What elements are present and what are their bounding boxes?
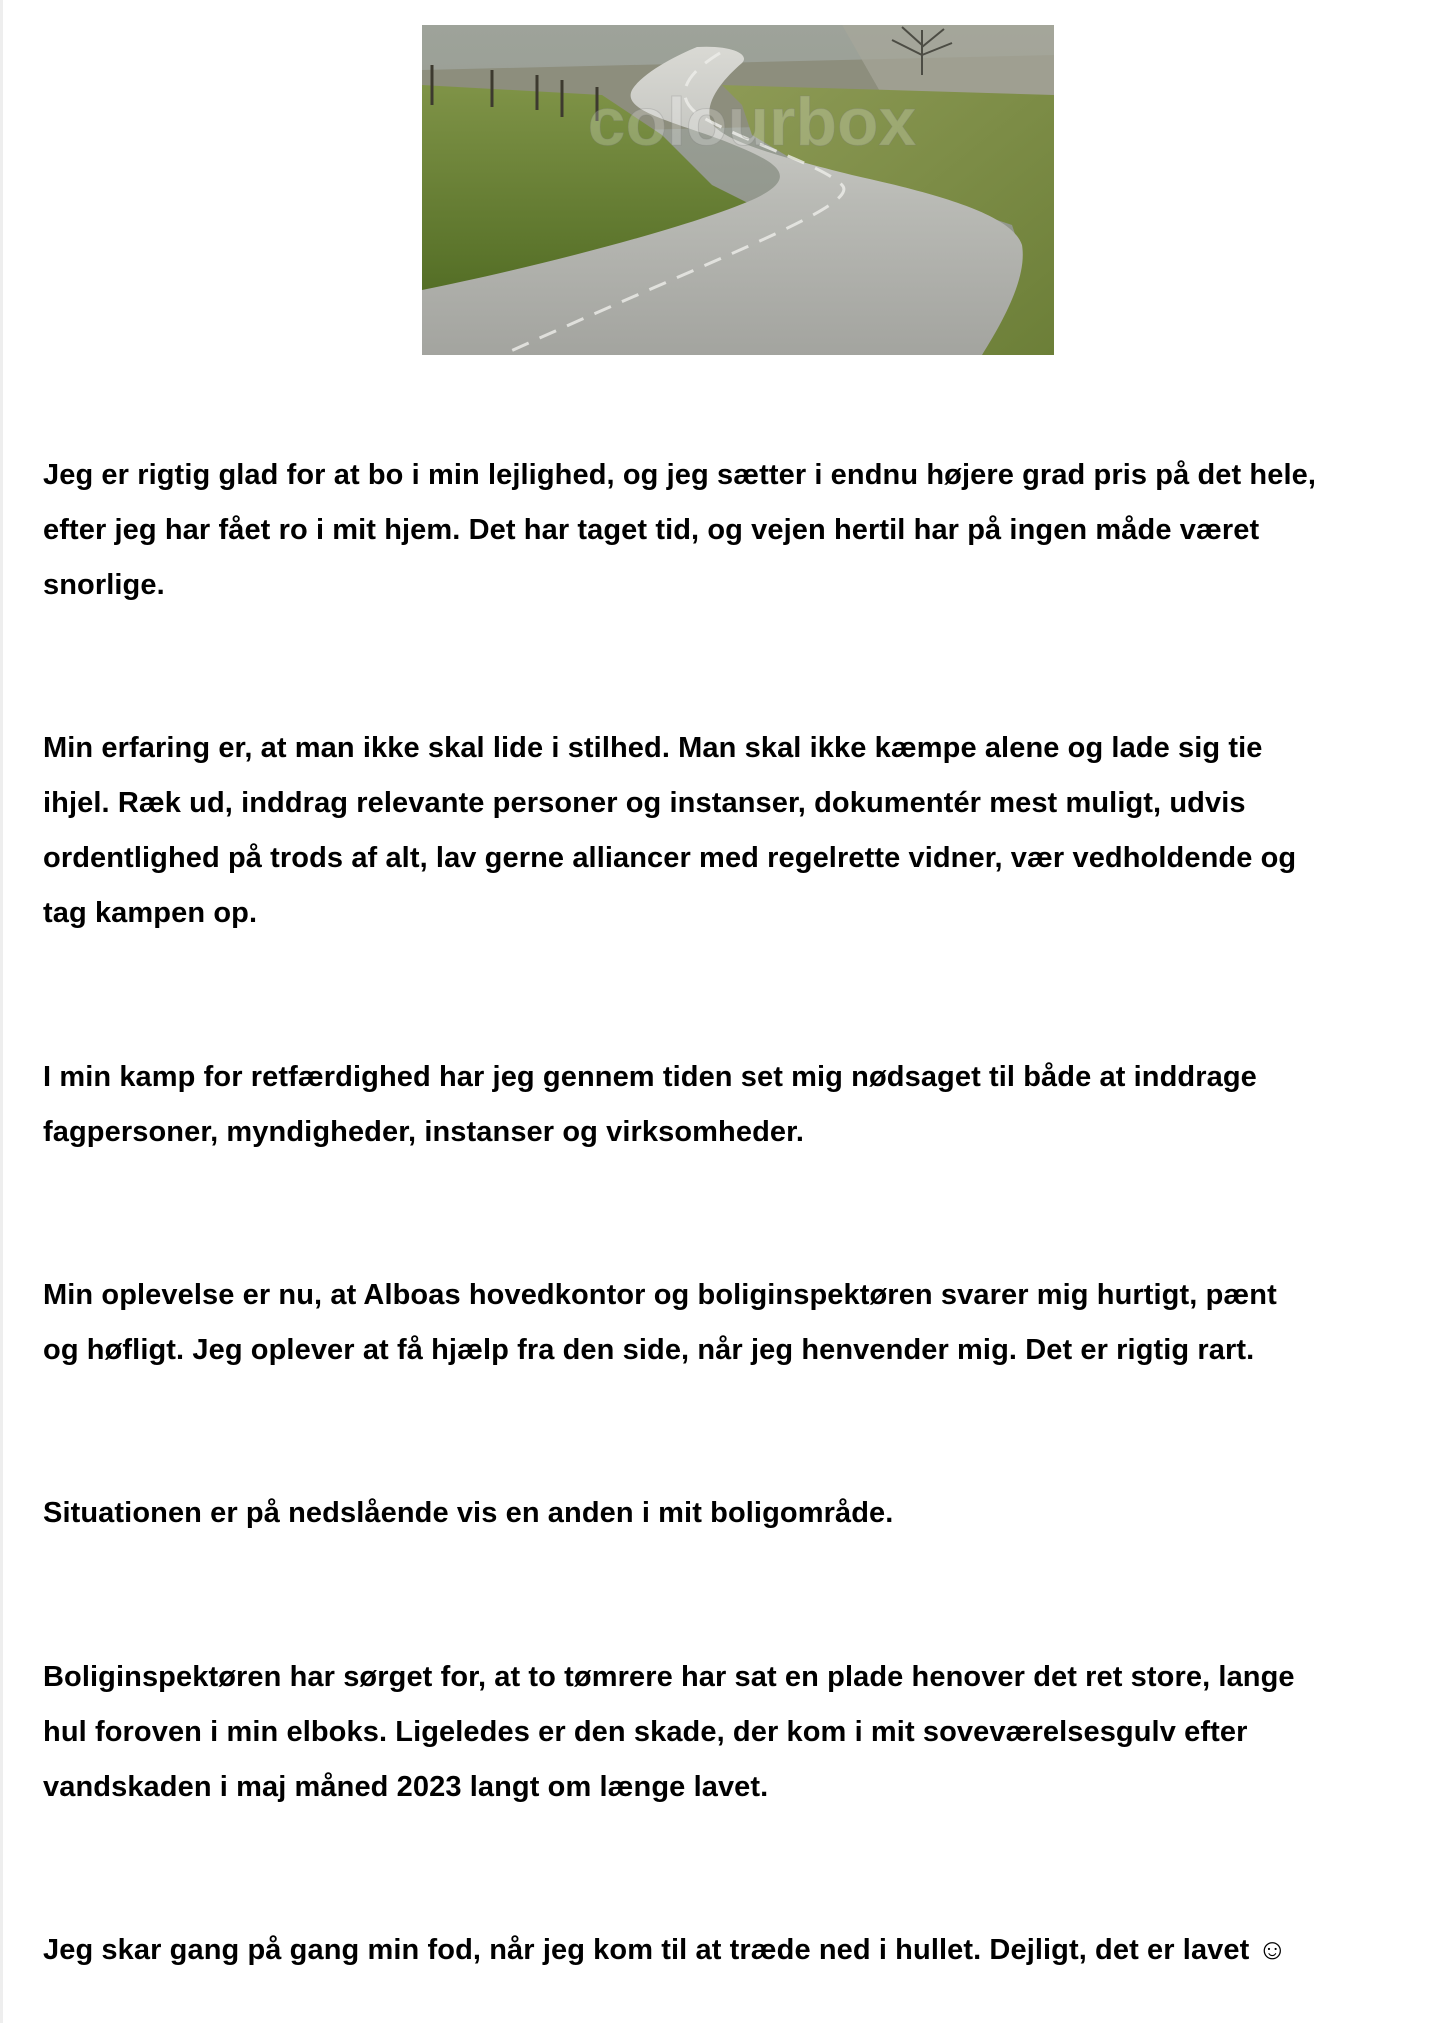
road-photo [422, 25, 1054, 355]
paragraph-1 [43, 448, 1438, 613]
paragraph-line: og høfligt. Jeg oplever at få hjælp fra den side, når jeg henvender mig. Det er rigtig rart. [43, 1334, 1255, 1366]
paragraph-line: snorlige. [43, 569, 165, 601]
paragraph-line: Jeg skar gang på gang min fod, når jeg kom til at træde ned i hullet. Dejligt, det er lavet ☺ [43, 1934, 1288, 1966]
paragraph-line: Situationen er på nedslående vis en anden i mit boligområde. [43, 1497, 894, 1529]
article-body-7 [43, 1923, 1438, 1978]
paragraph-line: tag kampen op. [43, 897, 258, 929]
paragraph-line: Min erfaring er, at man ikke skal lide i stilhed. Man skal ikke kæmpe alene og lade sig tie [43, 732, 1263, 764]
road-photo-illustration [422, 25, 1054, 355]
article-body-4 [43, 1268, 1438, 1378]
photo-watermark: colourbox [587, 84, 917, 160]
paragraph-line: efter jeg har fået ro i mit hjem. Det har taget tid, og vejen hertil har på ingen måde været [43, 514, 1260, 546]
article-body-3 [43, 1050, 1438, 1160]
article-body [43, 448, 1438, 613]
paragraph-2 [43, 721, 1438, 941]
paragraph-line: vandskaden i maj måned 2023 langt om længe lavet. [43, 1771, 769, 1803]
paragraph-line: Jeg er rigtig glad for at bo i min lejlighed, og jeg sætter i endnu højere grad pris på det hele, [43, 459, 1316, 491]
paragraph-line: hul foroven i min elboks. Ligeledes er den skade, der kom i mit soveværelsesgulv efter [43, 1716, 1248, 1748]
paragraph-line: I min kamp for retfærdighed har jeg gennem tiden set mig nødsaget til både at inddrage [43, 1061, 1257, 1093]
paragraph-7 [43, 1923, 1438, 1978]
paragraph-6 [43, 1650, 1438, 1815]
paragraph-4 [43, 1268, 1438, 1378]
paragraph-line: Boliginspektøren har sørget for, at to tømrere har sat en plade henover det ret store, lange [43, 1661, 1295, 1693]
paragraph-line: ihjel. Ræk ud, inddrag relevante personer og instanser, dokumentér mest muligt, udvis [43, 787, 1246, 819]
paragraph-5 [43, 1486, 1438, 1541]
article-body-2 [43, 721, 1438, 941]
paragraph-line: fagpersoner, myndigheder, instanser og virksomheder. [43, 1116, 805, 1148]
left-edge-rule [0, 0, 3, 2023]
article-body-5 [43, 1486, 1438, 1541]
paragraph-line: Min oplevelse er nu, at Alboas hovedkontor og boliginspektøren svarer mig hurtigt, pænt [43, 1279, 1277, 1311]
paragraph-3 [43, 1050, 1438, 1160]
paragraph-line: ordentlighed på trods af alt, lav gerne alliancer med regelrette vidner, vær vedholdende og [43, 842, 1297, 874]
article-body-6 [43, 1650, 1438, 1815]
